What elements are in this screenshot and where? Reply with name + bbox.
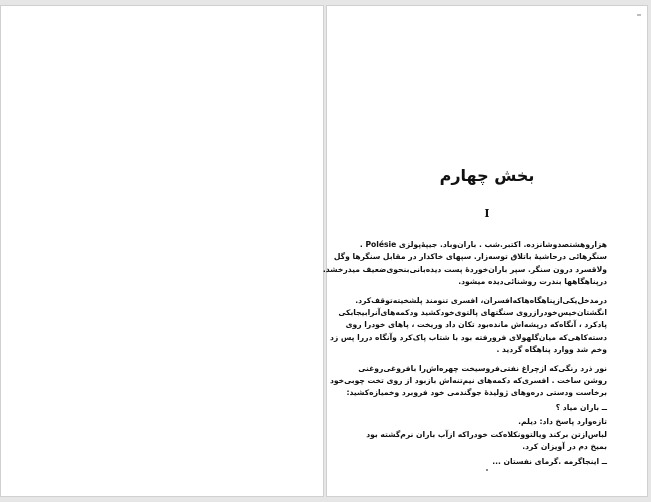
chapter-title: بخش چهارم bbox=[439, 166, 535, 185]
text-line: هزاروهشتصدوشانزده. اکتبر.شب . باران‌وباد. جیپهٔ‌پولزی Polésie . bbox=[359, 240, 607, 249]
page-ornament-mark bbox=[486, 469, 488, 471]
page-corner-mark bbox=[637, 14, 641, 16]
paragraph-1 bbox=[322, 239, 607, 289]
text-line: پادکرد ، آنگاه‌که درپشه‌اش مانده‌بود تکان داد وریخت ، پاهای خودرا روی bbox=[345, 320, 607, 330]
text-line: بمیخ دم در آویزان کرد. bbox=[522, 442, 607, 452]
text-line: وخم شد ووارد پناهگاه گردید . bbox=[496, 345, 607, 355]
text-line: نور ذرد رنگی‌که ازچراغ نفتی‌فروسیخت چهره‌اش‌را بافروغی‌روغنی bbox=[358, 363, 607, 373]
text-line: دسته‌کاهی‌که میان‌گلهولای فرورفته بود با شتاب پاک‌کرد و‌آنگاه دررا پس زد bbox=[329, 332, 607, 342]
page-content bbox=[322, 6, 607, 496]
text-line: ولاقسرد درون سنگر. سپر باران‌خوردهٔ پست دیده‌بانی‌بنحوی‌ضعیف میدرخشد. bbox=[322, 264, 607, 274]
page-right bbox=[322, 6, 647, 496]
dialogue-line: ــ اینجاگرمه .گرمای نفستان ... bbox=[492, 456, 607, 466]
body-text bbox=[322, 239, 607, 468]
section-number: I bbox=[484, 207, 490, 220]
text-line: برخاست ودستی دره‌وهای ژولیدهٔ جوگندمی خود فروبرد وخمیازه‌کشید: bbox=[346, 388, 607, 398]
text-line: انگشتان‌خیس‌خودرازروی سنگتهای پالتوی‌خودکشید ودکمه‌های‌آنرابیجابکی bbox=[338, 308, 607, 318]
text-line: لباس‌ازتن برکند ویالتوونکلاه‌کت خودراکه ازآب باران نرم‌گشته بود bbox=[366, 429, 607, 439]
text-line: روشن ساخت . افسری‌که دکمه‌های نیم‌تنه‌اش بازبود از روی تخت چوبی‌خود bbox=[329, 376, 607, 386]
paragraph-2 bbox=[329, 295, 607, 357]
page-left-blank bbox=[1, 6, 323, 496]
text-line: درمدخل‌یکی‌ازپناهگاه‌هاکه‌افسران، افسری تنومند پلشخیته‌توقف‌کرد. bbox=[355, 295, 607, 305]
paragraph-6 bbox=[367, 456, 607, 468]
text-line: سنگرهائی درحاشیهٔ باتلاق توسه‌زار. سپهای خاکدار در مقابل سنگرها وگل bbox=[333, 252, 607, 262]
text-line: درپناهگاهها بندرت روشنائی‌دیده میشود. bbox=[458, 277, 607, 287]
paragraph-4 bbox=[367, 402, 607, 414]
paragraph-3 bbox=[329, 363, 607, 400]
dialogue-line: ــ باران میاد ؟ bbox=[555, 402, 607, 412]
paragraph-5 bbox=[367, 416, 607, 453]
text-line: تازه‌وارد پاسخ داد: دیلم. bbox=[518, 417, 607, 427]
